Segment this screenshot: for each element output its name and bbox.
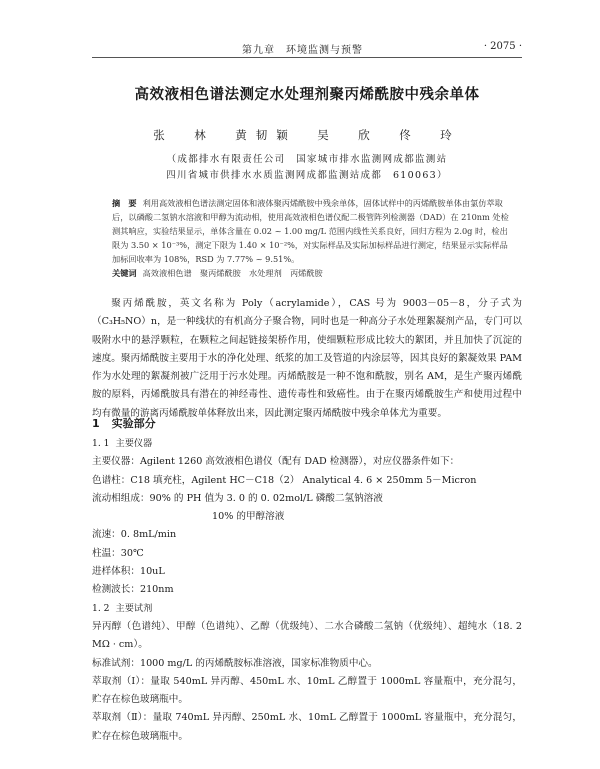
- page-number: · 2075 ·: [483, 41, 522, 52]
- section-heading-1: [92, 415, 522, 431]
- abstract-paragraph: [112, 196, 512, 266]
- instrument-mobile-phase-1: 流动相组成：90% 的 PH 值为 3. 0 的 0. 02mol/L 磷酸二氢钠溶液: [92, 492, 383, 504]
- affiliation-line-2: 四川省城市供排水水质监测网成都监测站成都 610063）: [166, 170, 448, 181]
- instrument-injection: 进样体积：10uL: [92, 566, 165, 578]
- instrument-main: 主要仪器：Agilent 1260 高效液相色谱仪（配有 DAD 检测器），对应仪器条件如下：: [92, 456, 460, 468]
- reagent-extractant-2: 萃取剂（Ⅱ）：量取 740mL 异丙醇、250mL 水、10mL 乙醇置于 1000mL 容量瓶中，充分混匀，贮存在棕色玻璃瓶中。: [92, 712, 522, 742]
- abstract-block: [112, 196, 512, 280]
- subsection-heading-1-1: [92, 435, 522, 453]
- reagent-extractant-1: 萃取剂（Ⅰ）：量取 540mL 异丙醇、450mL 水、10mL 乙醇置于 1000mL 容量瓶中，充分混匀，贮存在棕色玻璃瓶中。: [92, 675, 522, 706]
- instrument-wavelength: 检测波长：210nm: [92, 584, 174, 596]
- running-header: [92, 41, 522, 58]
- article-title: 高效液相色谱法测定水处理剂聚丙烯酰胺中残余单体: [134, 87, 480, 103]
- instrument-mobile-phase-2: 10% 的甲醇溶液: [212, 511, 285, 523]
- subsection-number: 1. 2: [92, 602, 110, 614]
- instrument-column: 色谱柱：C18 填充柱，Agilent HC－C18（2） Analytical 4. 6 × 250mm 5－Micron: [92, 474, 477, 486]
- keywords-text: 高效液相色谱 聚丙烯酰胺 水处理剂 丙烯酰胺: [142, 268, 323, 278]
- subsection-title: 主要仪器: [115, 438, 153, 449]
- reagent-standard: 标准试剂：1000 mg/L 的丙烯酰胺标准溶液，国家标准物质中心。: [92, 657, 378, 669]
- author-list: 张 林 黄韧颖 吴 欣 佟 玲: [153, 128, 461, 142]
- section-title: 实验部分: [111, 417, 156, 430]
- subsection-title: 主要试剂: [115, 602, 153, 614]
- instrument-flow: 流速：0. 8mL/min: [92, 529, 177, 541]
- abstract-text: 利用高效液相色谱法测定固体和液体聚丙烯酰胺中残余单体，固体试样中的丙烯酰胺单体由氯仿萃取后，以磷酸二氢钠水溶液和甲醇为流动相，使用高效液相色谱仪配二极管阵列检测器（DAD）在 210nm 处检测其响应，实验结果显示，单体含量在 0.02 ~ 1.00 mg/L 范围内线性关系良好，回归方程为 2.0g 时，检出限为 3.50 × 10⁻³%，测定下限为 1.40 × 10⁻²%，对实际样品及实际加标样品进行测定，结果显示实际样品加标回收率为 108%，RSD 为 7.77% ~ 9.51%。: [112, 198, 509, 264]
- affiliation-line-1: （成都排水有限责任公司 国家城市排水监测网成都监测站: [166, 154, 448, 165]
- subsection-number: 1. 1: [92, 438, 110, 449]
- experimental-section: [92, 435, 522, 746]
- subsection-heading-1-2: [92, 600, 522, 618]
- keywords-line: [112, 266, 512, 280]
- reagent-solvents: 异丙醇（色谱纯）、甲醇（色谱纯）、乙醇（优级纯）、二水合磷酸二氢钠（优级纯）、超纯水（18. 2 MΩ · cm）。: [92, 620, 522, 651]
- instrument-temp: 柱温：30℃: [92, 547, 144, 559]
- chapter-heading: 第九章 环境监测与预警: [242, 45, 363, 56]
- abstract-label: 摘 要: [112, 198, 137, 208]
- section-number: 1: [92, 417, 100, 430]
- intro-section: [92, 295, 522, 423]
- intro-paragraph: 聚丙烯酰胺，英文名称为 Poly（acrylamide），CAS 号为 9003－05－8，分子式为（C₃H₅NO）n，是一种线状的有机高分子聚合物，同时也是一种高分子水处理絮凝剂产品，专门可以吸附水中的悬浮颗粒，在颗粒之间起链接架桥作用，使细颗粒形成比较大的絮团，并且加快了沉淀的速度。聚丙烯酰胺主要用于水的净化处理、纸浆的加工及管道的内涂层等，因其良好的絮凝效果 PAM 作为水处理的絮凝剂被广泛用于污水处理。丙烯酰胺是一种不饱和酰胺，别名 AM，是生产聚丙烯酰胺的原料，丙烯酰胺具有潜在的神经毒性、遗传毒性和致癌性。由于在聚丙烯酰胺生产和使用过程中均有微量的游离丙烯酰胺单体释放出来，因此测定聚丙烯酰胺中残余单体尤为重要。: [92, 298, 522, 419]
- keywords-label: 关键词: [112, 268, 137, 278]
